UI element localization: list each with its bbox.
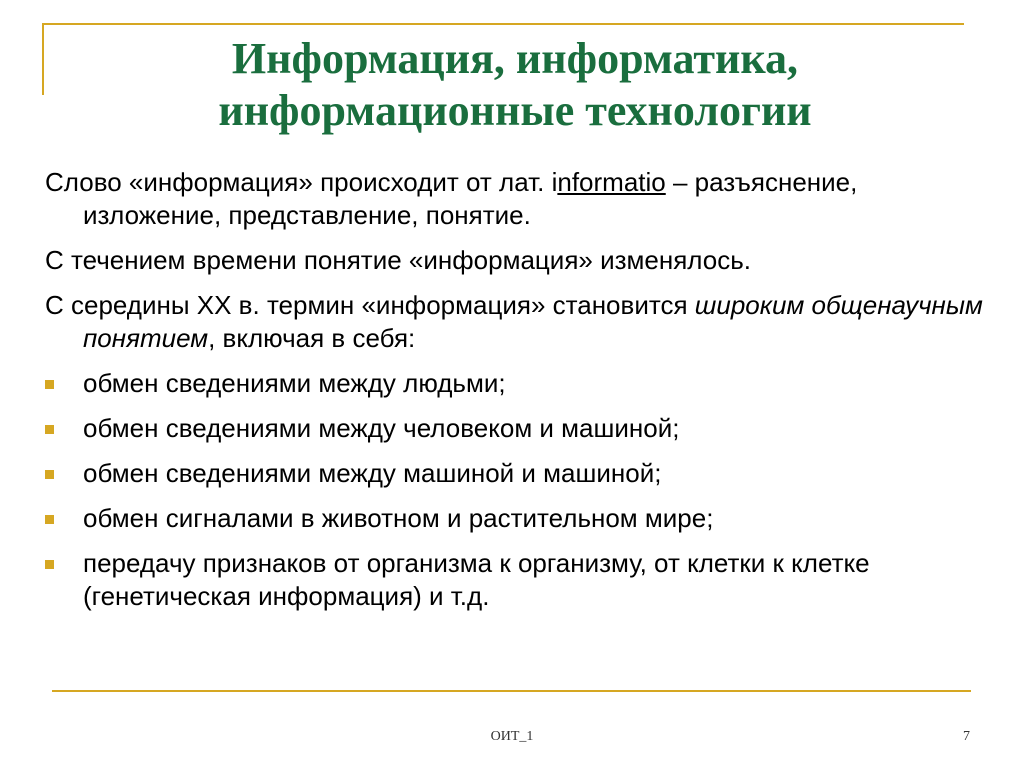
square-bullet-icon [45, 425, 54, 434]
paragraph-etymology [45, 166, 995, 232]
list-item [45, 502, 995, 535]
square-bullet-icon [45, 515, 54, 524]
square-bullet-icon [45, 380, 54, 389]
paragraph-mid-century [45, 289, 995, 355]
slide-title [60, 33, 970, 137]
bullet-list [45, 367, 995, 613]
list-item-text: обмен сигналами в животном и растительном мире; [83, 503, 714, 533]
paragraph-etymology-text-after: – разъяснение, изложение, представление, понятие. [83, 167, 858, 230]
list-item [45, 547, 995, 613]
paragraph-etymology-text-before: Слово «информация» происходит от лат. i [45, 167, 558, 197]
slide-title-line-2: информационные технологии [218, 86, 812, 135]
footer-label: ОИТ_1 [490, 729, 534, 744]
italic-term: широким общенаучным понятием [83, 290, 983, 353]
slide-title-line-1: Информация, информатика, [231, 34, 799, 83]
list-item-text: обмен сведениями между машиной и машиной; [83, 458, 662, 488]
paragraph-mid-century-text-after: , включая в себя: [208, 323, 416, 353]
list-item-text: передачу признаков от организма к организму, от клетки к клетке (генетическая информация) и т.д. [83, 548, 870, 611]
bottom-rule [52, 690, 971, 692]
paragraph-mid-century-text-before: С середины XX в. термин «информация» становится [45, 290, 695, 320]
page-number: 7 [963, 729, 970, 744]
left-rule [42, 23, 44, 95]
square-bullet-icon [45, 560, 54, 569]
list-item [45, 457, 995, 490]
latin-word-underlined: nformatio [557, 167, 666, 197]
list-item-text: обмен сведениями между людьми; [83, 368, 506, 398]
square-bullet-icon [45, 470, 54, 479]
top-rule [43, 23, 964, 25]
list-item-text: обмен сведениями между человеком и машиной; [83, 413, 680, 443]
list-item [45, 367, 995, 400]
slide-body [45, 166, 995, 625]
paragraph-change-over-time: С течением времени понятие «информация» изменялось. [45, 245, 751, 275]
list-item [45, 412, 995, 445]
